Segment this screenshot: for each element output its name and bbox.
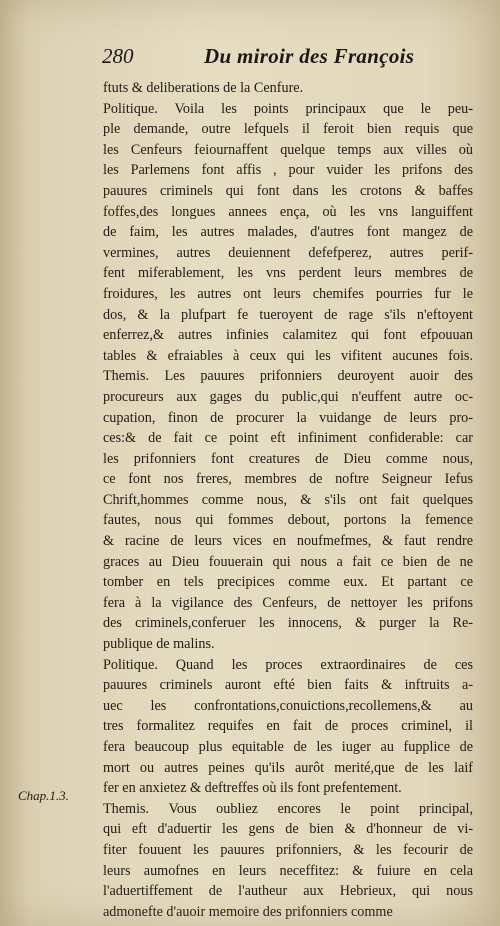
text-line: admonefte d'auoir memoire des prifonniers comme bbox=[103, 903, 393, 920]
page-header bbox=[100, 44, 472, 74]
text-line: uec les confrontations,conuictions,recollemens,& au bbox=[103, 697, 473, 714]
text-line: dos, & la plufpart fe tueroyent de rage s'ils n'eftoyent bbox=[103, 306, 473, 323]
text-line: enferrez,& autres infinies calamitez qui font efpouuan bbox=[103, 327, 473, 344]
text-line: fiter fouuent les pauures prifonniers, & les fecourir de bbox=[103, 841, 473, 858]
text-line: Chrift,hommes comme nous, & s'ils ont fait quelques bbox=[103, 491, 473, 508]
text-line: fera beaucoup plus equitable de les iuger au fupplice de bbox=[103, 739, 473, 755]
text-line: des criminels,conferuer les innocens, & purger la Re- bbox=[103, 615, 473, 632]
text-line: leurs aumofnes en leurs neceffitez: & fuiure en cela bbox=[103, 862, 473, 879]
text-line: fera à la vigilance des Cenfeurs, de nettoyer les prifons bbox=[103, 594, 473, 611]
text-line: procureurs aux gages du public,qui n'euffent autre oc- bbox=[103, 388, 473, 405]
text-line: ces:& de fait ce point eft infiniment confiderable: car bbox=[103, 430, 473, 447]
margin-note: Chap.1.3. bbox=[18, 788, 69, 803]
text-line: l'aduertiffement de l'autheur aux Hebrieux, qui nous bbox=[103, 883, 473, 900]
text-line: Themis. Les pauures prifonniers deuroyent auoir des bbox=[103, 368, 473, 385]
text-line: & racine de leurs vices en noufmefmes, & faut rendre bbox=[103, 533, 473, 550]
text-line: de faim, les autres malades, d'autres font mangez de bbox=[103, 224, 473, 241]
page-number: 280 bbox=[102, 44, 134, 68]
text-line: pauures criminels qui font dans les crotons & baffes bbox=[103, 182, 473, 199]
text-line: fautes, nous qui fommes debout, portons la femence bbox=[103, 512, 473, 529]
text-line: les Cenfeurs feiournaffent quelque temps aux villes où bbox=[103, 141, 473, 158]
text-line: tres formalitez requifes en fait de proces criminel, il bbox=[103, 718, 473, 735]
running-title: Du miroir des François bbox=[204, 44, 415, 68]
text-line: vermines, autres deuiennent defefperez, autres perif- bbox=[103, 244, 473, 261]
text-line: froidures, les autres ont leurs chemifes pourries fur le bbox=[103, 285, 473, 302]
body-text bbox=[103, 78, 473, 922]
text-line: ce font nos freres, membres de noftre Seigneur Iefus bbox=[103, 471, 473, 488]
text-line: graces au Dieu fouuerain qui nous a fait ce bien de ne bbox=[103, 553, 473, 570]
text-line: fent miferablement, les vns perdent leurs membres de bbox=[103, 265, 473, 282]
text-line: fer en anxietez & deftreffes où ils font prefentement. bbox=[103, 780, 402, 797]
text-line: pauures criminels auront efté bien faits & inftruits a- bbox=[103, 677, 473, 694]
text-line: tables & efraiables à ceux qui les vifitent aucunes fois. bbox=[103, 347, 473, 364]
text-line: mort ou autres peines qu'ils aurôt merité,que de les laif bbox=[103, 759, 473, 776]
text-line: les Parlemens font affis , pour vuider les prifons des bbox=[103, 162, 473, 179]
text-line: ple demande, outre lefquels il feroit bien requis que bbox=[103, 121, 473, 138]
text-line: tomber en tels precipices comme eux. Et partant ce bbox=[103, 574, 473, 591]
text-line: Politique. Voila les points principaux que le peu- bbox=[103, 100, 473, 117]
text-line: publique de malins. bbox=[103, 636, 215, 653]
text-line: les prifonniers font creatures de Dieu comme nous, bbox=[103, 450, 473, 467]
text-line: Politique. Quand les proces extraordinaires de ces bbox=[103, 656, 473, 673]
text-line: qui eft d'aduertir les gens de bien & d'honneur de vi- bbox=[103, 821, 473, 838]
text-line: foffes,des longues annees ença, où les vns languiffent bbox=[103, 203, 473, 220]
text-line: ftuts & deliberations de la Cenfure. bbox=[103, 80, 304, 96]
text-line: Themis. Vous oubliez encores le point principal, bbox=[103, 800, 473, 817]
text-line: cupation, finon de procurer la vuidange de leurs pro- bbox=[103, 409, 473, 426]
